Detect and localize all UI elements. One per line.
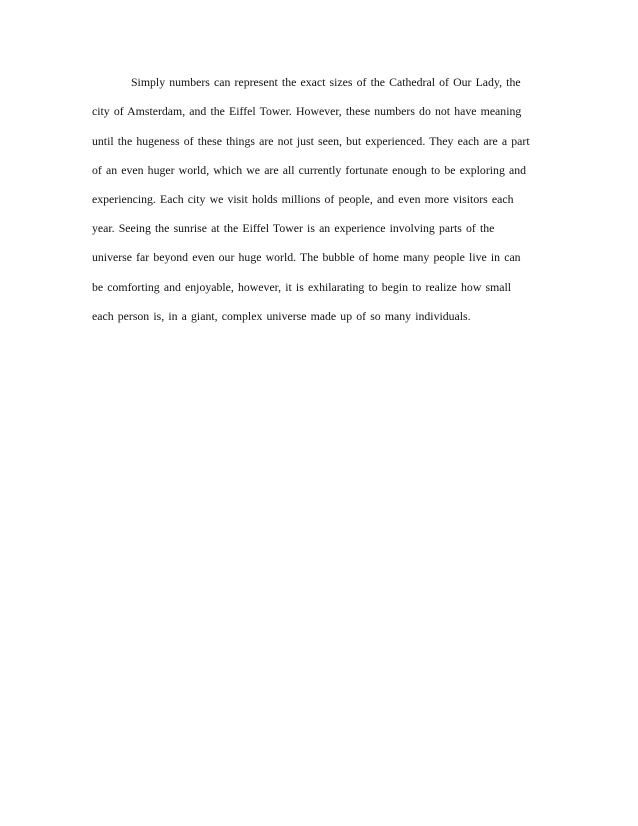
- paragraph-line: Simply numbers can represent the exact sizes of the Cathedral of Our Lady, the: [131, 75, 521, 89]
- paragraph-line: year. Seeing the sunrise at the Eiffel Tower is an experience involving parts of the: [92, 221, 495, 235]
- paragraph-line: universe far beyond even our huge world. The bubble of home many people live in can: [92, 250, 521, 264]
- paragraph-line: each person is, in a giant, complex universe made up of so many individuals.: [92, 309, 471, 323]
- body-paragraph: [0, 0, 638, 360]
- paragraph-line: until the hugeness of these things are not just seen, but experienced. They each are a part: [92, 134, 530, 148]
- paragraph-line: city of Amsterdam, and the Eiffel Tower. However, these numbers do not have meaning: [92, 104, 522, 118]
- paragraph-line: experiencing. Each city we visit holds millions of people, and even more visitors each: [92, 192, 514, 206]
- paragraph-line: be comforting and enjoyable, however, it is exhilarating to begin to realize how small: [92, 280, 512, 294]
- paragraph-line: of an even huger world, which we are all currently fortunate enough to be exploring and: [92, 163, 527, 177]
